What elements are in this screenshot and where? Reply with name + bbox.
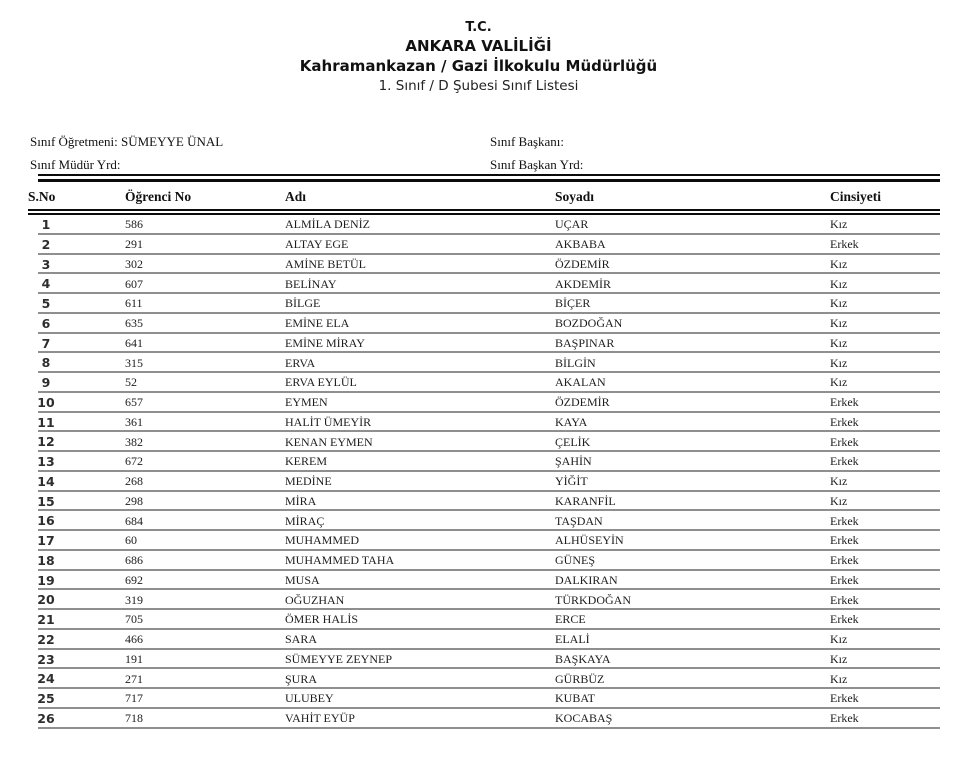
- cell-gender: Kız: [830, 671, 848, 686]
- cell-student-no: 60: [125, 533, 137, 548]
- cell-first-name: VAHİT EYÜP: [285, 711, 355, 726]
- cell-gender: Kız: [830, 316, 848, 331]
- cell-last-name: KAYA: [555, 414, 588, 429]
- cell-last-name: TÜRKDOĞAN: [555, 592, 631, 607]
- cell-first-name: EMİNE MİRAY: [285, 335, 365, 350]
- cell-gender: Erkek: [830, 612, 859, 627]
- cell-student-no: 607: [125, 276, 143, 291]
- cell-first-name: SÜMEYYE ZEYNEP: [285, 651, 392, 666]
- row-number: 23: [37, 651, 55, 667]
- column-header-first-name: Adı: [285, 189, 307, 204]
- table-header-row: [28, 182, 940, 209]
- cell-student-no: 268: [125, 474, 143, 489]
- cell-last-name: BAŞKAYA: [555, 651, 611, 666]
- deputy-principal-label: Sınıf Müdür Yrd:: [30, 157, 121, 172]
- cell-student-no: 657: [125, 395, 143, 410]
- row-number: 10: [37, 394, 55, 410]
- cell-last-name: BAŞPINAR: [555, 335, 615, 350]
- row-number: 12: [37, 434, 55, 450]
- class-teacher-label: Sınıf Öğretmeni:: [30, 134, 118, 149]
- cell-first-name: MİRAÇ: [285, 513, 325, 528]
- row-number: 17: [37, 533, 55, 549]
- cell-last-name: ALHÜSEYİN: [555, 533, 624, 548]
- cell-student-no: 611: [125, 296, 143, 311]
- cell-gender: Erkek: [830, 592, 859, 607]
- cell-gender: Kız: [830, 217, 848, 232]
- cell-gender: Erkek: [830, 414, 859, 429]
- table-row: [28, 571, 940, 591]
- cell-gender: Erkek: [830, 691, 859, 706]
- cell-last-name: YİĞİT: [555, 474, 588, 489]
- cell-student-no: 361: [125, 414, 143, 429]
- cell-gender: Kız: [830, 355, 848, 370]
- column-header-student-no: Öğrenci No: [125, 189, 192, 204]
- cell-first-name: AMİNE BETÜL: [285, 256, 366, 271]
- row-number: 8: [41, 355, 51, 371]
- cell-first-name: ULUBEY: [285, 691, 334, 706]
- cell-student-no: 466: [125, 632, 143, 647]
- cell-first-name: KENAN EYMEN: [285, 434, 373, 449]
- cell-gender: Erkek: [830, 395, 859, 410]
- table-row: [28, 452, 940, 472]
- document-title-block: [0, 19, 957, 96]
- row-number: 5: [41, 296, 51, 312]
- cell-student-no: 302: [125, 256, 143, 271]
- cell-last-name: UÇAR: [555, 217, 589, 232]
- row-number: 6: [41, 315, 51, 331]
- row-number: 7: [41, 335, 51, 351]
- cell-student-no: 586: [125, 217, 143, 232]
- cell-gender: Kız: [830, 651, 848, 666]
- cell-first-name: MUHAMMED: [285, 533, 360, 548]
- cell-first-name: BİLGE: [285, 296, 321, 311]
- cell-last-name: ŞAHİN: [555, 454, 592, 469]
- table-body: [28, 215, 940, 729]
- table-row: [28, 294, 940, 314]
- cell-gender: Kız: [830, 276, 848, 291]
- cell-first-name: MUHAMMED TAHA: [285, 553, 395, 568]
- table-row: [28, 492, 940, 512]
- table-row: [28, 689, 940, 709]
- cell-student-no: 672: [125, 454, 143, 469]
- cell-last-name: GÜNEŞ: [555, 553, 596, 568]
- cell-first-name: HALİT ÜMEYİR: [285, 414, 372, 429]
- table-row: [28, 314, 940, 334]
- row-number: 1: [41, 217, 51, 233]
- row-number: 11: [37, 414, 55, 430]
- cell-student-no: 191: [125, 651, 143, 666]
- cell-student-no: 641: [125, 335, 143, 350]
- table-row: [28, 511, 940, 531]
- row-number: 16: [37, 513, 55, 529]
- row-number: 19: [37, 572, 55, 588]
- cell-last-name: KARANFİL: [555, 493, 616, 508]
- row-number: 15: [37, 493, 55, 509]
- class-president-label: Sınıf Başkanı:: [490, 134, 565, 149]
- title-province: ANKARA VALİLİĞİ: [405, 37, 552, 55]
- cell-last-name: AKBABA: [555, 237, 606, 252]
- row-number: 21: [37, 612, 55, 628]
- row-number: 13: [37, 454, 55, 470]
- cell-gender: Erkek: [830, 553, 859, 568]
- row-number: 4: [41, 276, 51, 292]
- cell-student-no: 315: [125, 355, 143, 370]
- cell-gender: Erkek: [830, 237, 859, 252]
- cell-first-name: ŞURA: [285, 671, 318, 686]
- cell-student-no: 717: [125, 691, 143, 706]
- cell-first-name: ERVA EYLÜL: [285, 375, 357, 390]
- cell-gender: Kız: [830, 632, 848, 647]
- cell-gender: Kız: [830, 493, 848, 508]
- cell-gender: Kız: [830, 256, 848, 271]
- class-teacher-line: [30, 134, 223, 150]
- table-row: [28, 432, 940, 452]
- cell-first-name: ALTAY EGE: [285, 237, 349, 252]
- cell-first-name: EYMEN: [285, 395, 328, 410]
- cell-gender: Erkek: [830, 711, 859, 726]
- cell-last-name: KOCABAŞ: [555, 711, 613, 726]
- table-row: [28, 274, 940, 294]
- row-number: 14: [37, 473, 55, 489]
- table-row: [28, 215, 940, 235]
- cell-student-no: 684: [125, 513, 143, 528]
- cell-gender: Erkek: [830, 572, 859, 587]
- title-tc: T.C.: [465, 20, 492, 35]
- row-number: 20: [37, 592, 55, 608]
- table-row: [28, 650, 940, 670]
- cell-gender: Kız: [830, 296, 848, 311]
- cell-student-no: 298: [125, 493, 143, 508]
- row-number: 9: [41, 375, 51, 391]
- column-header-sno: S.No: [28, 189, 56, 204]
- cell-student-no: 718: [125, 711, 143, 726]
- table-row: [28, 393, 940, 413]
- class-vice-president-label: Sınıf Başkan Yrd:: [490, 157, 584, 172]
- cell-last-name: AKALAN: [555, 375, 606, 390]
- cell-student-no: 271: [125, 671, 143, 686]
- cell-first-name: ALMİLA DENİZ: [285, 217, 370, 232]
- table-row: [28, 590, 940, 610]
- table-row: [28, 353, 940, 373]
- title-class-list: 1. Sınıf / D Şubesi Sınıf Listesi: [378, 78, 579, 94]
- table-row: [28, 413, 940, 433]
- cell-last-name: ELALİ: [555, 632, 590, 647]
- cell-last-name: ÖZDEMİR: [555, 256, 610, 271]
- cell-last-name: KUBAT: [555, 691, 596, 706]
- cell-gender: Erkek: [830, 454, 859, 469]
- cell-student-no: 705: [125, 612, 143, 627]
- cell-last-name: AKDEMİR: [555, 276, 611, 291]
- cell-student-no: 319: [125, 592, 143, 607]
- table-row: [28, 630, 940, 650]
- cell-last-name: BİLGİN: [555, 355, 596, 370]
- cell-last-name: DALKIRAN: [555, 572, 618, 587]
- table-row: [28, 373, 940, 393]
- table-row: [28, 669, 940, 689]
- cell-gender: Erkek: [830, 434, 859, 449]
- row-number: 24: [37, 671, 55, 687]
- cell-last-name: ÇELİK: [555, 434, 591, 449]
- column-header-last-name: Soyadı: [555, 189, 595, 204]
- cell-gender: Erkek: [830, 533, 859, 548]
- cell-gender: Kız: [830, 335, 848, 350]
- cell-first-name: KEREM: [285, 454, 327, 469]
- row-number: 25: [37, 691, 55, 707]
- row-number: 22: [37, 631, 55, 647]
- cell-gender: Erkek: [830, 513, 859, 528]
- cell-first-name: OĞUZHAN: [285, 592, 345, 607]
- cell-last-name: GÜRBÜZ: [555, 671, 605, 686]
- cell-student-no: 692: [125, 572, 143, 587]
- cell-student-no: 382: [125, 434, 143, 449]
- column-header-gender: Cinsiyeti: [830, 189, 882, 204]
- cell-last-name: ÖZDEMİR: [555, 395, 610, 410]
- table-row: [28, 531, 940, 551]
- cell-student-no: 52: [125, 375, 137, 390]
- row-number: 2: [41, 236, 51, 252]
- cell-gender: Kız: [830, 375, 848, 390]
- cell-first-name: MEDİNE: [285, 474, 332, 489]
- cell-first-name: ÖMER HALİS: [285, 612, 359, 627]
- table-row: [28, 334, 940, 354]
- cell-last-name: BOZDOĞAN: [555, 316, 623, 331]
- cell-student-no: 291: [125, 237, 143, 252]
- table-row: [28, 235, 940, 255]
- cell-first-name: SARA: [285, 632, 318, 647]
- cell-last-name: BİÇER: [555, 296, 591, 311]
- cell-last-name: TAŞDAN: [555, 513, 603, 528]
- row-number: 18: [37, 552, 55, 568]
- table-row: [28, 551, 940, 571]
- cell-first-name: MİRA: [285, 493, 317, 508]
- cell-student-no: 686: [125, 553, 143, 568]
- cell-first-name: BELİNAY: [285, 276, 337, 291]
- class-teacher-value: SÜMEYYE ÜNAL: [121, 134, 224, 149]
- cell-student-no: 635: [125, 316, 143, 331]
- cell-first-name: EMİNE ELA: [285, 316, 350, 331]
- title-school: Kahramankazan / Gazi İlkokulu Müdürlüğü: [299, 57, 658, 75]
- cell-first-name: MUSA: [285, 572, 320, 587]
- table-row: [28, 255, 940, 275]
- row-number: 26: [37, 710, 55, 726]
- cell-gender: Kız: [830, 474, 848, 489]
- cell-first-name: ERVA: [285, 355, 316, 370]
- cell-last-name: ERCE: [555, 612, 586, 627]
- table-row: [28, 472, 940, 492]
- row-number: 3: [41, 256, 51, 272]
- student-table: [28, 174, 940, 729]
- table-row: [28, 610, 940, 630]
- header-underline: [28, 209, 940, 211]
- table-row: [28, 709, 940, 729]
- table-top-rule: [38, 174, 940, 176]
